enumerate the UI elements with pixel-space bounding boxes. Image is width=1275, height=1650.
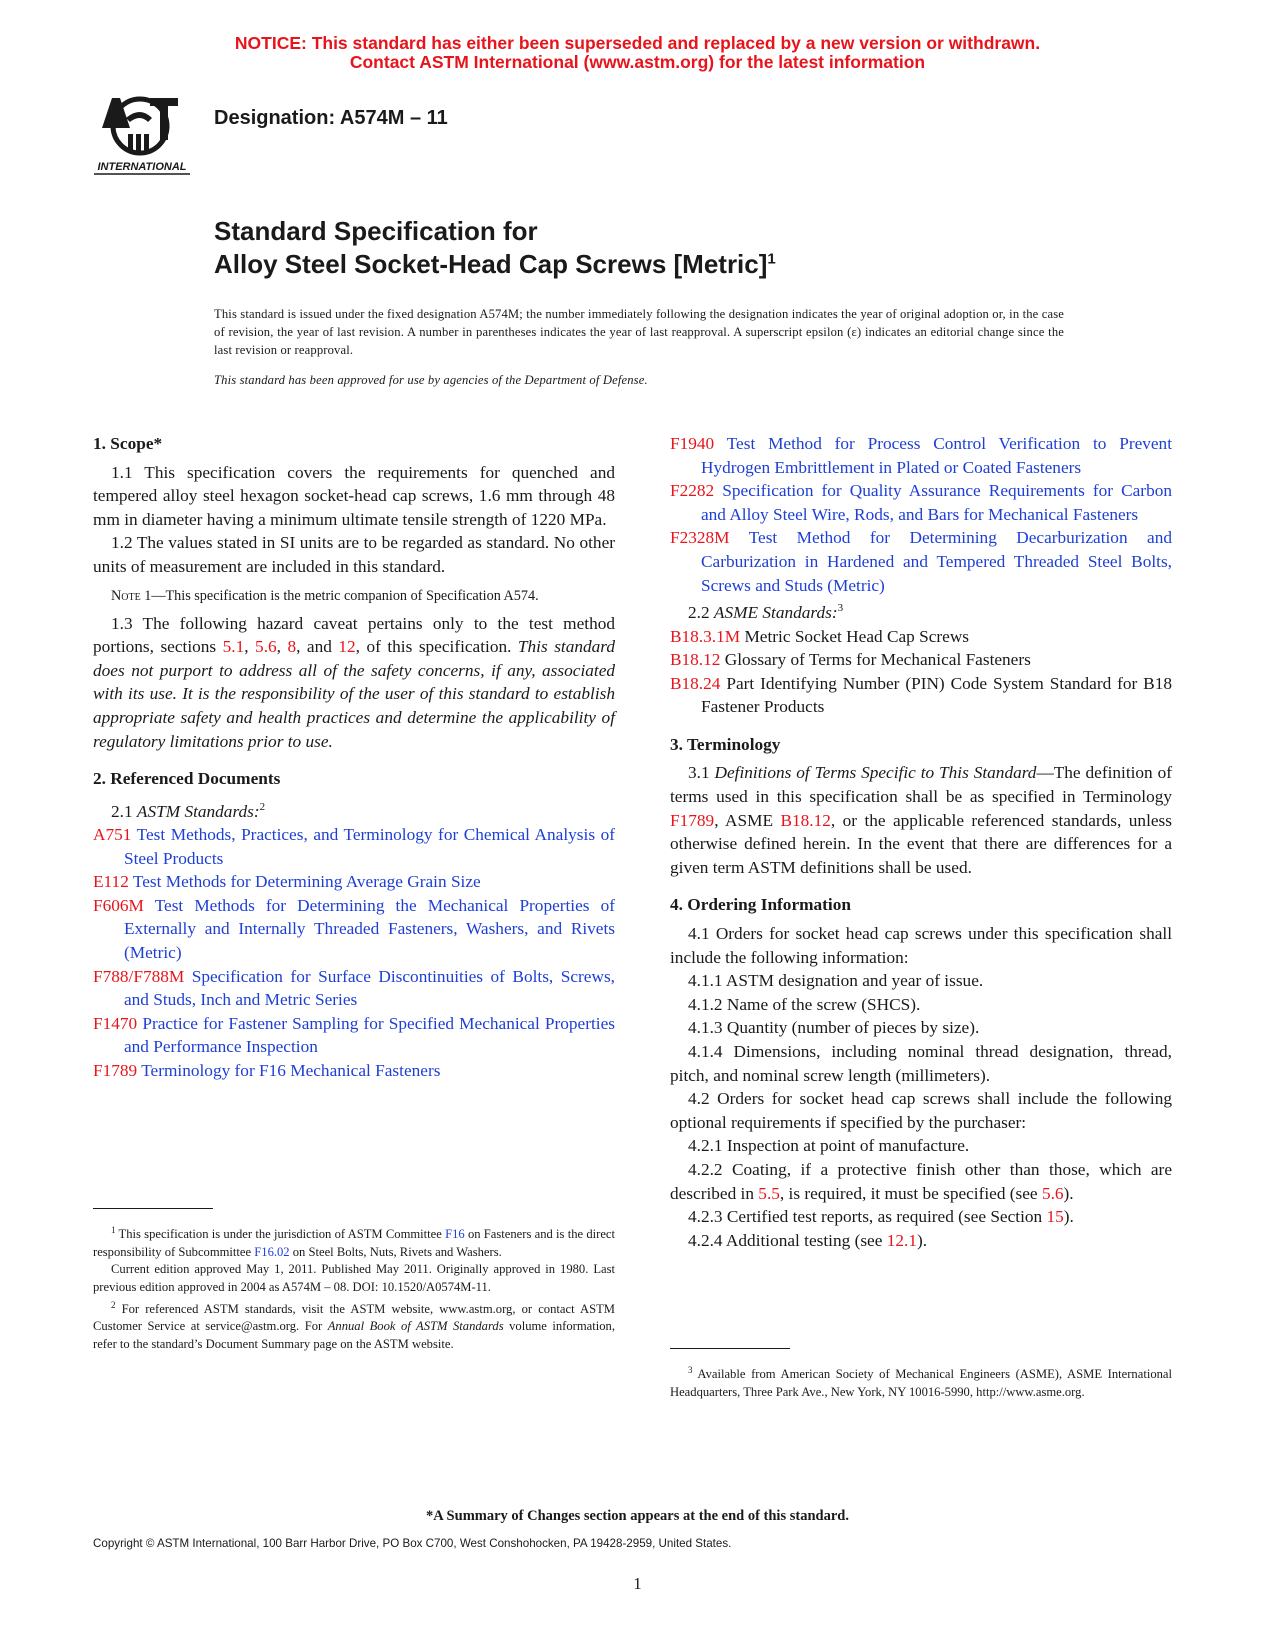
reference-code-link[interactable]: F2282 (670, 481, 715, 501)
footnote-ref-3[interactable]: 3 (837, 602, 844, 615)
right-column (670, 432, 1172, 1252)
reference-code-link[interactable]: B18.12 (670, 650, 721, 670)
reference-item: B18.24 Part Identifying Number (PIN) Code System Standard for B18 Fastener Products (670, 673, 1172, 717)
paragraph-4-2-1: 4.2.1 Inspection at point of manufacture. (688, 1136, 970, 1156)
committee-link[interactable]: F16 (445, 1227, 465, 1242)
notice-line-1: NOTICE: This standard has either been superseded and replaced by a new version or withdrawn. (234, 33, 1041, 53)
reference-title-link[interactable]: Practice for Fastener Sampling for Specified Mechanical Properties and Performance Inspection (124, 1013, 615, 1057)
footnote-1: $^1$ This specification is under the jurisdiction of ASTM Committee F16 on Fasteners and is the direct responsibility of Subcommittee F16.02 on Steel Bolts, Nuts, Rivets and Washers. (93, 1225, 616, 1259)
footnotes-left (93, 1222, 615, 1354)
reference-code-link[interactable]: E112 (93, 872, 129, 892)
subcommittee-link[interactable]: F16.02 (254, 1244, 290, 1259)
reference-code-link[interactable]: A751 (93, 825, 132, 845)
reference-item (670, 432, 1172, 479)
section-link[interactable]: 12.1 (886, 1230, 917, 1250)
footnote-rule-right (670, 1348, 790, 1349)
reference-code-link[interactable]: F788/F788M (93, 966, 185, 986)
note-1: Note 1—This specification is the metric companion of Specification A574. (111, 587, 539, 604)
reference-code-link[interactable]: F1470 (93, 1013, 138, 1033)
paragraph-4-2: 4.2 Orders for socket head cap screws shall include the following optional requirements if specified by the purchaser: (670, 1089, 1172, 1132)
footnote-3: $^3$ Available from American Society of Mechanical Engineers (ASME), ASME International Headquarters, Three Park Ave., New York, NY 10016-5990, http://www.asme.org. (670, 1365, 1172, 1399)
paragraph-4-2-4: 4.2.4 Additional testing (see 12.1). (688, 1230, 928, 1250)
reference-item (93, 894, 615, 965)
section-link[interactable]: 5.6 (255, 637, 277, 657)
reference-code-link[interactable]: F606M (93, 895, 144, 915)
reference-code-link[interactable]: F1940 (670, 434, 715, 453)
footnote-ref-1[interactable]: 1 (767, 250, 776, 268)
paragraph-4-1-1: 4.1.1 ASTM designation and year of issue. (688, 971, 984, 991)
paragraph-1-3: 1.3 The following hazard caveat pertains only to the test method portions, sections 5.1, 5.6, 8, and 12, of this specification. This standard does not purport to address all of the safety concerns, if any, associated with its use. It is the responsibility of the user of this standard to establish appropriate safety and health practices and determine the applicability of regulatory limitations prior to use. (93, 613, 616, 751)
paragraph-1-1: 1.1 This specification covers the requirements for quenched and tempered alloy steel hexagon socket-head cap screws, 1.6 mm through 48 mm in diameter having a minimum ultimate tensile strength of 1220 MPa. (93, 462, 615, 529)
reference-item (93, 870, 615, 894)
section-heading-ordering: 4. Ordering Information (670, 895, 851, 915)
section-link[interactable]: 5.5 (758, 1183, 780, 1203)
notice-line-2: Contact ASTM International (www.astm.org) for the latest information (349, 52, 926, 72)
reference-item: B18.12 Glossary of Terms for Mechanical Fasteners (670, 650, 1031, 670)
paragraph-4-1: 4.1 Orders for socket head cap screws under this specification shall include the following information: (670, 924, 1172, 967)
footnote-rule-left (93, 1208, 213, 1209)
left-column (93, 432, 615, 1083)
reference-code-link[interactable]: B18.24 (670, 673, 721, 693)
issue-note: This standard is issued under the fixed designation A574M; the number immediately following the designation indicates the year of original adoption or, in the case of revision, the year of last revision. A number in parentheses indicates the year of last reapproval. A superscript epsilon (ε) indicates an editorial change since the last revision or reapproval. (214, 307, 1064, 357)
reference-title-link[interactable]: Specification for Surface Discontinuities of Bolts, Screws, and Studs, Inch and Metric Series (124, 966, 615, 1010)
reference-title-link[interactable]: Test Method for Determining Decarburization and Carburization in Hardened and Tempered Threaded Steel Bolts, Screws and Studs (Metric) (701, 528, 1172, 595)
astm-logo (90, 88, 196, 184)
paragraph-3-1: 3.1 Definitions of Terms Specific to This Standard—The definition of terms used in this specification shall be as specified in Terminology F1789, ASME B18.12, or the applicable referenced standards, unless otherwise defined herein. In the event that there are differences for a given term ASTM definitions shall be used. (670, 763, 1172, 877)
subsection-asme-standards: 2.2 ASME Standards:$^3$ (688, 602, 844, 622)
paragraph-1-2: 1.2 The values stated in SI units are to be regarded as standard. No other units of measurement are included in this standard. (93, 533, 615, 576)
section-link[interactable]: 5.1 (222, 637, 245, 657)
paragraph-4-2-3: 4.2.3 Certified test reports, as required (see Section 15). (688, 1207, 1074, 1227)
reference-item (93, 823, 615, 870)
page-title (214, 215, 776, 281)
reference-item (93, 1012, 615, 1059)
reference-title-link[interactable]: Specification for Quality Assurance Requirements for Carbon and Alloy Steel Wire, Rods, and Bars for Mechanical Fasteners (701, 481, 1172, 524)
reference-title-link[interactable]: Terminology for F16 Mechanical Fasteners (141, 1061, 441, 1081)
footnote-ref-2[interactable]: 2 (259, 800, 266, 813)
reference-item (670, 526, 1172, 597)
reference-list-left (93, 823, 615, 1083)
designation: Designation: A574M – 11 (214, 107, 448, 129)
reference-item: B18.3.1M Metric Socket Head Cap Screws (670, 626, 970, 646)
title-line-1: Standard Specification for (214, 216, 538, 246)
reference-code-link[interactable]: B18.3.1M (670, 626, 741, 646)
asme-reference-list (670, 625, 1172, 719)
section-link[interactable]: 8 (287, 637, 297, 657)
reference-link[interactable]: F1789 (670, 810, 715, 830)
notice-banner (0, 34, 1275, 72)
reference-title-link[interactable]: Test Methods, Practices, and Terminology for Chemical Analysis of Steel Products (124, 825, 615, 868)
reference-title-link[interactable]: Test Methods for Determining Average Grain Size (132, 872, 481, 892)
section-heading-referenced: 2. Referenced Documents (93, 769, 281, 789)
page-number: 1 (633, 1574, 642, 1593)
paragraph-4-1-2: 4.1.2 Name of the screw (SHCS). (688, 994, 921, 1014)
subsection-astm-standards: 2.1 ASTM Standards:$^2$ (111, 800, 266, 821)
section-link[interactable]: 12 (338, 637, 356, 657)
summary-of-changes-note: *A Summary of Changes section appears at the end of this standard. (426, 1508, 849, 1524)
footnote-2: $^2$ For referenced ASTM standards, visit the ASTM website, www.astm.org, or contact ASTM Customer Service at service@astm.org. For Annual Book of ASTM Standards volume information, refer to the standard’s Document Summary page on the ASTM website. (93, 1299, 615, 1351)
footnotes-right (670, 1362, 1172, 1401)
section-heading-scope: 1. Scope* (93, 434, 163, 453)
section-heading-terminology: 3. Terminology (670, 734, 781, 754)
paragraph-4-1-4: 4.1.4 Dimensions, including nominal thread designation, thread, pitch, and nominal screw length (millimeters). (670, 1042, 1172, 1085)
reference-item (93, 1059, 615, 1083)
title-line-2: Alloy Steel Socket-Head Cap Screws [Metric]$^1$ (214, 249, 776, 279)
paragraph-4-1-3: 4.1.3 Quantity (number of pieces by size). (688, 1018, 980, 1038)
reference-list-right (670, 432, 1172, 597)
copyright-line: Copyright © ASTM International, 100 Barr Harbor Drive, PO Box C700, West Conshohocken, PA 19428-2959, United States. (93, 1537, 732, 1550)
reference-item (93, 965, 615, 1012)
section-link[interactable]: 5.6 (1041, 1183, 1064, 1203)
section-link[interactable]: 15 (1046, 1207, 1064, 1227)
footnote-1-edition: Current edition approved May 1, 2011. Published May 2011. Originally approved in 1980. Last previous edition approved in 2004 as A574M – 08. DOI: 10.1520/A0574M-11. (93, 1262, 615, 1294)
paragraph-4-2-2: 4.2.2 Coating, if a protective finish other than those, which are described in 5.5, is required, it must be specified (see 5.6). (670, 1159, 1172, 1203)
dod-note: This standard has been approved for use by agencies of the Department of Defense. (214, 373, 648, 387)
reference-code-link[interactable]: F1789 (93, 1061, 138, 1081)
reference-title-link[interactable]: Test Methods for Determining the Mechanical Properties of Externally and Internally Threaded Fasteners, Washers, and Rivets (Metric) (124, 895, 615, 963)
reference-link[interactable]: B18.12 (780, 810, 831, 830)
logo-wordmark: INTERNATIONAL (97, 161, 187, 173)
reference-title-link[interactable]: Test Method for Process Control Verification to Prevent Hydrogen Embrittlement in Plated or Coated Fasteners (701, 434, 1172, 477)
reference-code-link[interactable]: F2328M (670, 528, 730, 548)
reference-item (670, 479, 1172, 526)
